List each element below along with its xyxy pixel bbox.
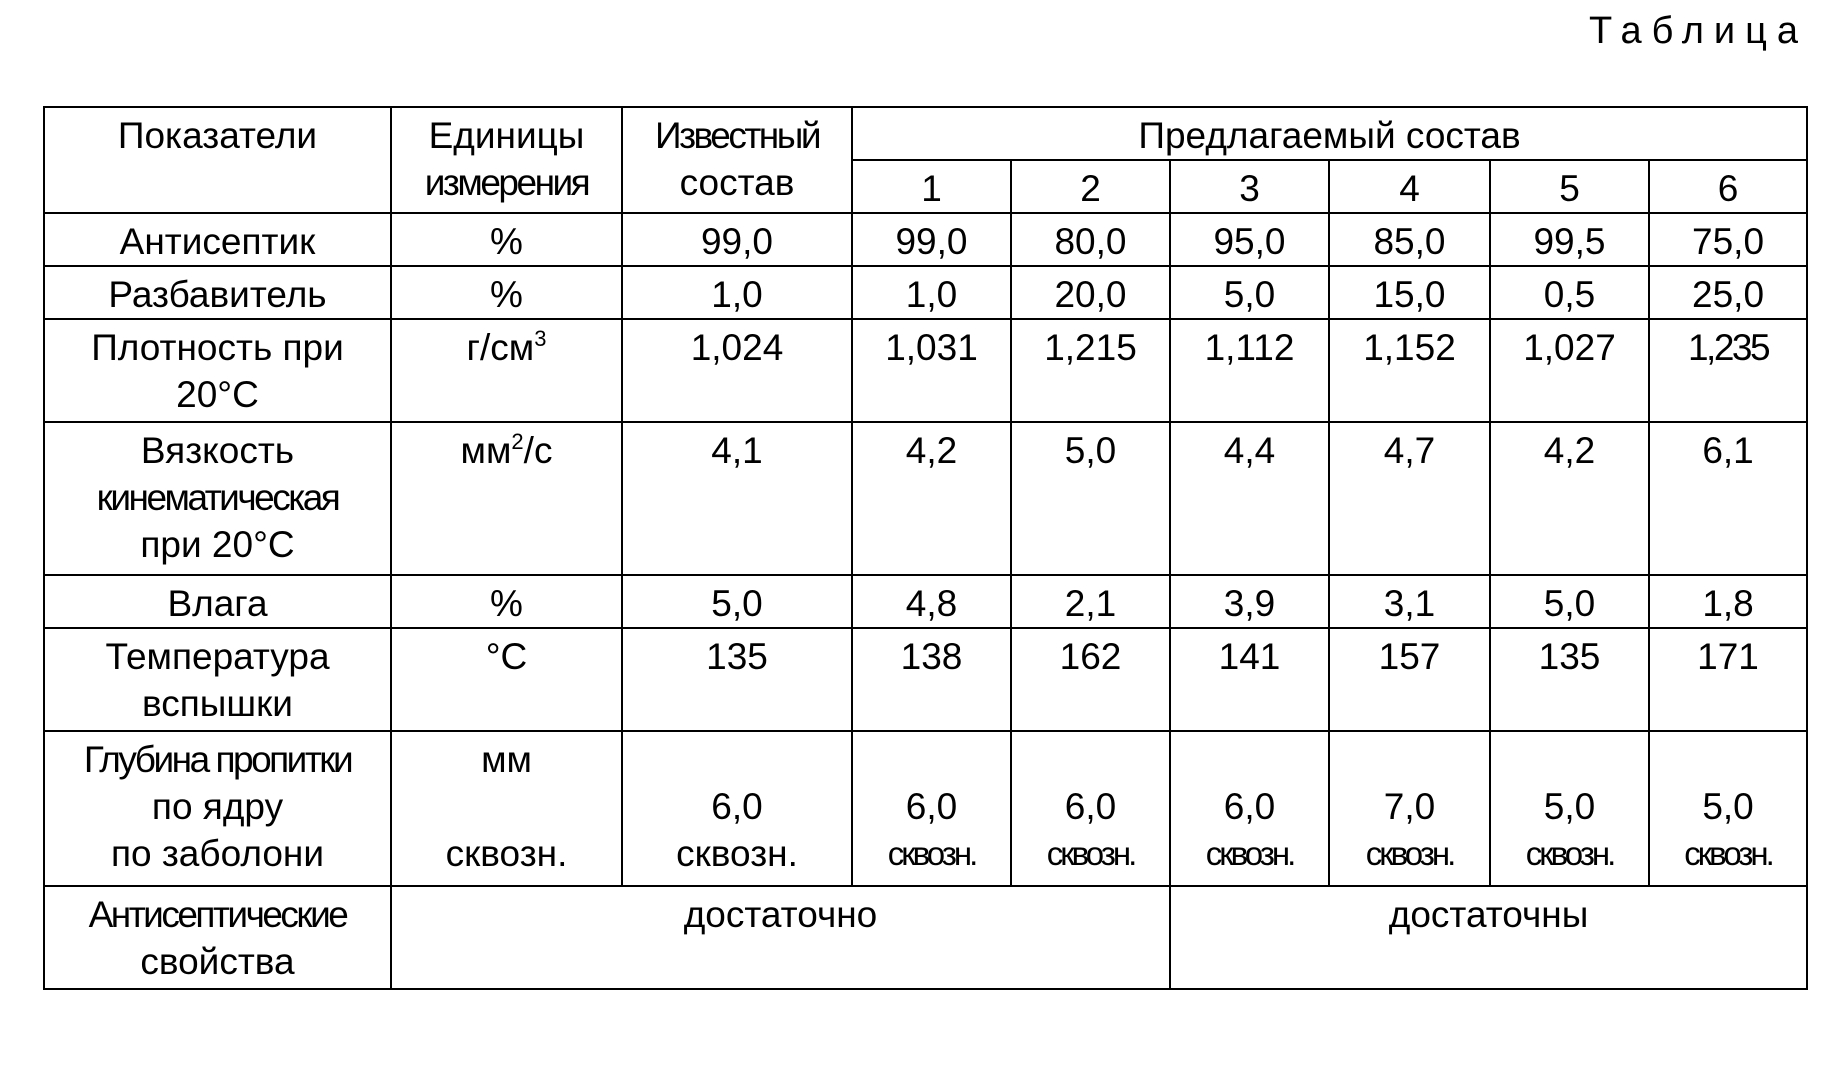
row-value: 4,8 bbox=[852, 575, 1011, 628]
row-label: Влага bbox=[44, 575, 391, 628]
header-composition-1: 1 bbox=[852, 160, 1011, 213]
properties-proposed: достаточны bbox=[1170, 886, 1807, 989]
row-unit: мм сквозн. bbox=[391, 731, 622, 886]
row-known: 135 bbox=[622, 628, 852, 731]
row-value: 3,1 bbox=[1329, 575, 1490, 628]
row-value: 5,0 bbox=[1490, 575, 1649, 628]
header-composition-2: 2 bbox=[1011, 160, 1170, 213]
row-value: 135 bbox=[1490, 628, 1649, 731]
row-value: 25,0 bbox=[1649, 266, 1807, 319]
data-table bbox=[43, 106, 1808, 990]
table-row-diluent bbox=[44, 266, 1807, 319]
header-composition-5: 5 bbox=[1490, 160, 1649, 213]
header-proposed: Предлагаемый состав bbox=[852, 107, 1807, 160]
row-value: 4,7 bbox=[1329, 422, 1490, 575]
row-unit: % bbox=[391, 575, 622, 628]
row-value: 4,2 bbox=[852, 422, 1011, 575]
row-value: 1,215 bbox=[1011, 319, 1170, 422]
row-value: 1,112 bbox=[1170, 319, 1329, 422]
table-row-antiseptic-properties bbox=[44, 886, 1807, 989]
row-value: 99,0 bbox=[852, 213, 1011, 266]
row-value: 7,0 сквозн. bbox=[1329, 731, 1490, 886]
header-composition-3: 3 bbox=[1170, 160, 1329, 213]
row-value: 1,8 bbox=[1649, 575, 1807, 628]
row-known: 1,024 bbox=[622, 319, 852, 422]
row-known: 99,0 bbox=[622, 213, 852, 266]
row-label: Разбавитель bbox=[44, 266, 391, 319]
row-value: 138 bbox=[852, 628, 1011, 731]
row-value: 157 bbox=[1329, 628, 1490, 731]
row-value: 80,0 bbox=[1011, 213, 1170, 266]
row-unit: % bbox=[391, 213, 622, 266]
row-value: 141 bbox=[1170, 628, 1329, 731]
row-value: 15,0 bbox=[1329, 266, 1490, 319]
row-value: 5,0 сквозн. bbox=[1490, 731, 1649, 886]
row-value: 99,5 bbox=[1490, 213, 1649, 266]
row-label: Плотность при 20°С bbox=[44, 319, 391, 422]
row-label: Вязкость кинематическая при 20°С bbox=[44, 422, 391, 575]
header-composition-4: 4 bbox=[1329, 160, 1490, 213]
row-unit: % bbox=[391, 266, 622, 319]
row-value: 171 bbox=[1649, 628, 1807, 731]
row-value: 4,4 bbox=[1170, 422, 1329, 575]
header-indicators: Показатели bbox=[44, 107, 391, 213]
row-value: 2,1 bbox=[1011, 575, 1170, 628]
table-row-flash-point bbox=[44, 628, 1807, 731]
table-row-antiseptic bbox=[44, 213, 1807, 266]
row-known: 6,0 сквозн. bbox=[622, 731, 852, 886]
table-row-density bbox=[44, 319, 1807, 422]
row-label: Температура вспышки bbox=[44, 628, 391, 731]
row-value: 1,031 bbox=[852, 319, 1011, 422]
header-row-1 bbox=[44, 107, 1807, 160]
row-value: 5,0 bbox=[1170, 266, 1329, 319]
properties-known: достаточно bbox=[391, 886, 1170, 989]
row-value: 5,0 bbox=[1011, 422, 1170, 575]
table-row-impregnation bbox=[44, 731, 1807, 886]
row-unit: °С bbox=[391, 628, 622, 731]
table-row-viscosity bbox=[44, 422, 1807, 575]
row-value: 1,0 bbox=[852, 266, 1011, 319]
header-units: Единицы измерения bbox=[391, 107, 622, 213]
row-known: 1,0 bbox=[622, 266, 852, 319]
row-value: 6,0 сквозн. bbox=[1011, 731, 1170, 886]
row-value: 75,0 bbox=[1649, 213, 1807, 266]
row-value: 95,0 bbox=[1170, 213, 1329, 266]
row-value: 4,2 bbox=[1490, 422, 1649, 575]
row-label: Антисептические свойства bbox=[44, 886, 391, 989]
row-value: 162 bbox=[1011, 628, 1170, 731]
row-value: 5,0 сквозн. bbox=[1649, 731, 1807, 886]
row-label: Глубина пропитки по ядру по заболони bbox=[44, 731, 391, 886]
row-value: 0,5 bbox=[1490, 266, 1649, 319]
row-value: 6,0 сквозн. bbox=[1170, 731, 1329, 886]
table-caption: Таблица bbox=[1589, 10, 1808, 52]
row-value: 1,027 bbox=[1490, 319, 1649, 422]
row-value: 1,235 bbox=[1649, 319, 1807, 422]
row-value: 6,0 сквозн. bbox=[852, 731, 1011, 886]
header-composition-6: 6 bbox=[1649, 160, 1807, 213]
row-known: 4,1 bbox=[622, 422, 852, 575]
row-value: 3,9 bbox=[1170, 575, 1329, 628]
row-label: Антисептик bbox=[44, 213, 391, 266]
table-row-moisture bbox=[44, 575, 1807, 628]
header-known: Известный состав bbox=[622, 107, 852, 213]
row-value: 20,0 bbox=[1011, 266, 1170, 319]
row-value: 1,152 bbox=[1329, 319, 1490, 422]
row-value: 6,1 bbox=[1649, 422, 1807, 575]
row-unit: $г/см^3$ bbox=[391, 319, 622, 422]
row-known: 5,0 bbox=[622, 575, 852, 628]
row-value: 85,0 bbox=[1329, 213, 1490, 266]
row-unit: $мм^2/с$ bbox=[391, 422, 622, 575]
